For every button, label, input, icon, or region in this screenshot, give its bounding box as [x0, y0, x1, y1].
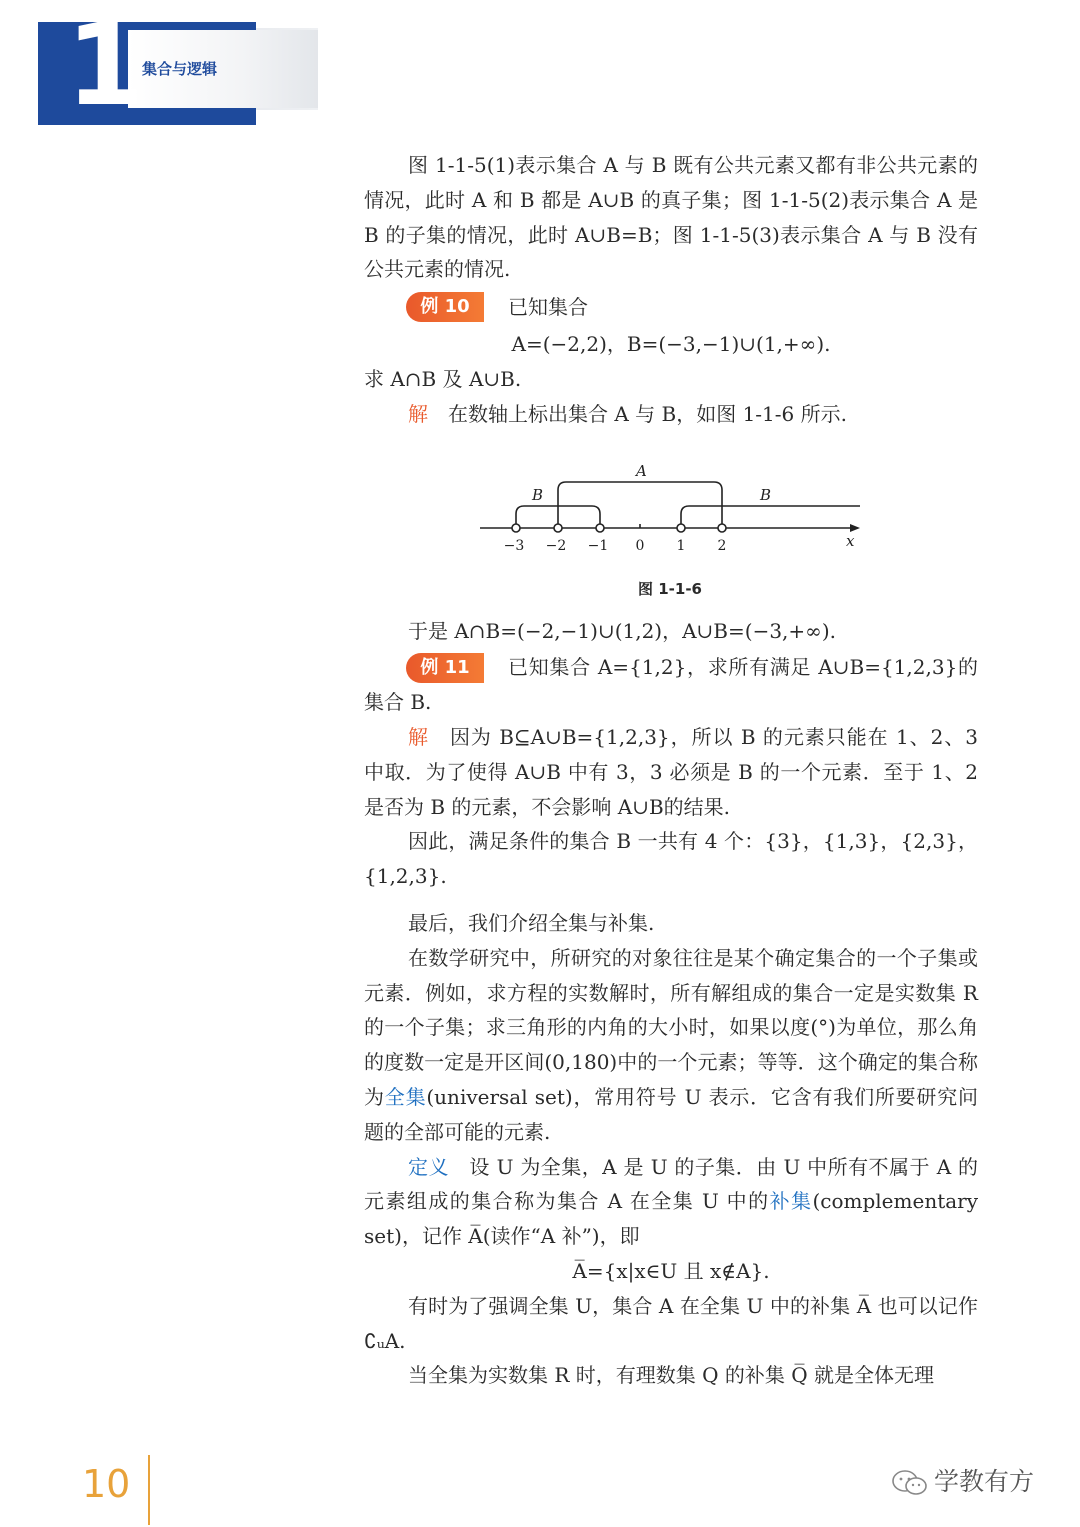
example-11-solution-text: 因为 B⊆A∪B={1,2,3}，所以 B 的元素只能在 1、2、3 中取．为了使得 A∪B 中有 3，3 必须是 B 的一个元素．至于 1、2 是否为 B 的元素，不会影响 A∪B的结果. [364, 724, 979, 819]
complement-term: 补集 [769, 1189, 813, 1214]
page-number: 10 [82, 1462, 131, 1506]
example-10-text: 已知集合 [508, 294, 588, 319]
axis-arrow [850, 524, 860, 532]
open-point [554, 524, 562, 532]
definition-text-1: 设 U 为全集，A 是 U 的子集．由 U 中所有不属于 A 的元素组成的集合称为集合 A 在全集 U 中的 [364, 1154, 979, 1214]
set-A-bracket [558, 482, 722, 528]
page-body [364, 148, 978, 1393]
universal-text-2: (universal set)，常用符号 U 表示．它含有我们所要研究问题的全部可能的元素. [364, 1084, 979, 1144]
watermark [892, 1462, 1034, 1498]
label-B-left: B [532, 486, 544, 504]
tick-label: 0 [635, 538, 645, 554]
solution-label-2: 解 [408, 724, 429, 749]
example-10-header [364, 287, 978, 327]
example-11-solution [364, 720, 978, 824]
page-number-rule [148, 1455, 150, 1525]
example-11-result: 因此，满足条件的集合 B 一共有 4 个：{3}，{1,3}，{2,3}，{1,2,3}. [364, 829, 978, 889]
open-point [596, 524, 604, 532]
universal-term: 全集 [384, 1084, 427, 1109]
tick-label: −1 [587, 538, 609, 554]
definition-formula: A̅={x|x∈U 且 x∉A}. [572, 1258, 770, 1283]
definition-label: 定义 [408, 1154, 449, 1179]
open-point [512, 524, 520, 532]
example-10-solution [364, 397, 978, 432]
paragraph-irrational: 当全集为实数集 R 时，有理数集 Q 的补集 Q̅ 就是全体无理 [408, 1363, 934, 1388]
label-A: A [636, 462, 647, 480]
open-point [677, 524, 685, 532]
example-11-text: 已知集合 A={1,2}，求所有满足 A∪B={1,2,3}的集合 B. [364, 655, 978, 715]
universal-text-1: 在数学研究中，所研究的对象往往是某个确定集合的一个子集或元素．例如，求方程的实数解时，所有解组成的集合一定是实数集 R 的一个子集；求三角形的内角的大小时，如果以度(°)为单位，那么角的度数一定是开区间(0,180)中的一个元素；等等．这个确定的集合称为 [364, 945, 978, 1109]
paragraph-notation: 有时为了强调全集 U，集合 A 在全集 U 中的补集 A̅ 也可以记作 ∁ᵤA. [364, 1293, 978, 1353]
chapter-title: 集合与逻辑 [142, 60, 218, 78]
wechat-icon [892, 1469, 928, 1497]
example-10-formula: A=(−2,2)，B=(−3,−1)∪(1,+∞). [511, 332, 831, 357]
label-B-right: B [760, 486, 772, 504]
number-line-figure [476, 456, 866, 556]
watermark-text: 学教有方 [934, 1467, 1035, 1496]
section-gap [364, 894, 978, 906]
tick-label: 1 [676, 538, 686, 554]
example-10-solution-text: 在数轴上标出集合 A 与 B，如图 1-1-6 所示. [448, 401, 847, 426]
set-B-right-bracket [681, 506, 860, 528]
figure-caption: 图 1-1-6 [638, 580, 702, 598]
example-11-badge: 例 11 [406, 653, 484, 683]
paragraph-subset-cases: 图 1-1-5(1)表示集合 A 与 B 既有公共元素又都有非公共元素的情况，此时 A 和 B 都是 A∪B 的真子集；图 1-1-5(2)表示集合 A 是 B 的子集的情况，此时 A∪B=B；图 1-1-5(3)表示集合 A 与 B 没有公共元素的情况. [364, 153, 978, 282]
chapter-number: 1 [66, 1, 144, 131]
definition-complement [364, 1150, 978, 1254]
tick-label: −3 [503, 538, 525, 554]
example-10-badge: 例 10 [406, 292, 484, 322]
open-point [718, 524, 726, 532]
solution-label: 解 [408, 401, 428, 426]
tick-label: −2 [545, 538, 567, 554]
definition-text-2: (complementary set)，记作 A̅(读作“A 补”)，即 [364, 1189, 979, 1249]
example-10-question: 求 A∩B 及 A∪B. [364, 366, 522, 391]
paragraph-universal-set [364, 941, 978, 1150]
example-10-result: 于是 A∩B=(−2,−1)∪(1,2)，A∪B=(−3,+∞). [408, 618, 836, 643]
axis-variable: x [846, 532, 855, 550]
paragraph-intro-universal: 最后，我们介绍全集与补集. [408, 910, 655, 935]
tick-label: 2 [717, 538, 727, 554]
